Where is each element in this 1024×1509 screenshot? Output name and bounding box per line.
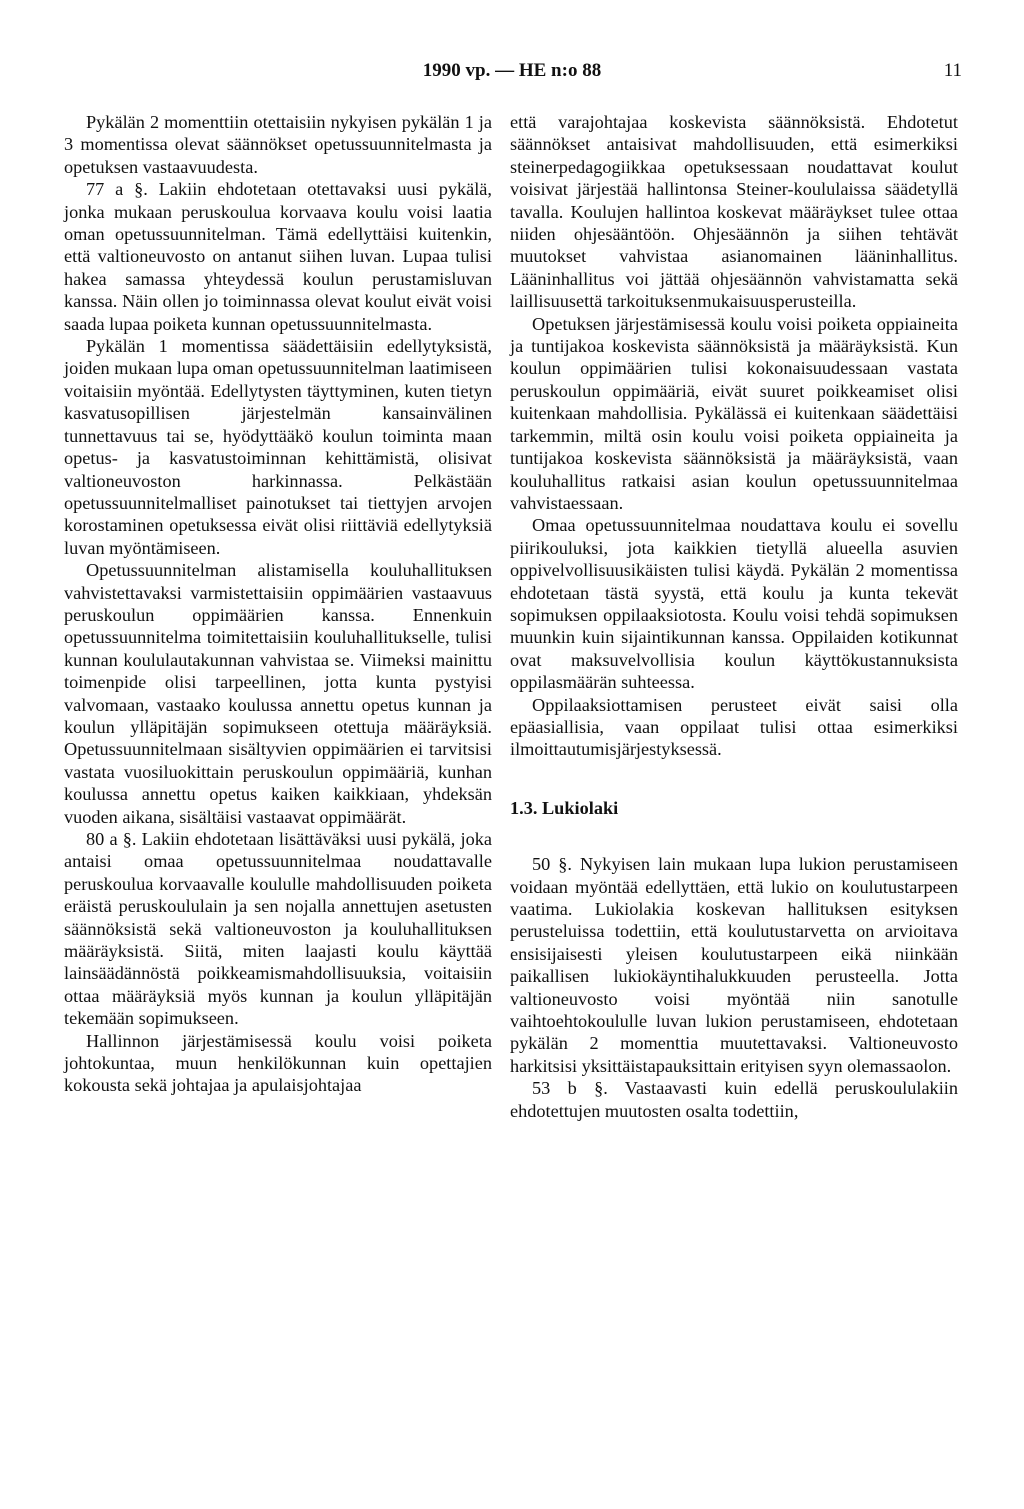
running-title: 1990 vp. — HE n:o 88 — [422, 60, 602, 81]
paragraph: 80 a §. Lakiin ehdotetaan lisättäväksi uusi pykälä, joka antaisi omaa opetussuunnitelmaa noudattavalle peruskoulua korvaavalle koululle mahdollisuuden poiketa eräistä peruskoululain ja sen nojalla annettujen asetusten säännöksistä sekä valtioneuvoston ja kouluhallituksen määräyksistä. Siitä, miten laajasti koulu käyttää lainsäädännöstä poikkeamismahdollisuuksia, voitaisiin ottaa määräyksiä myös kunnan ja koulun ylläpitäjän tekemään sopimukseen. — [64, 829, 492, 1029]
page-number: 11 — [943, 60, 962, 81]
page-header — [0, 60, 1024, 90]
paragraph: Opetussuunnitelman alistamisella kouluhallituksen vahvistettavaksi varmistettaisiin oppimäärien vastaavuus peruskoulun oppimäärien kanssa. Ennenkuin opetussuunnitelma toimitettaisiin kouluhallitukselle, tulisi kunnan koululautakunnan vahvistaa se. Viimeksi mainittu toimenpide olisi tarpeellinen, jotta kunta pystyisi valvomaan, vastaako koulussa annettu opetus kunnan ja koulun ylläpitäjän sopimukseen otettuja määräyksiä. Opetussuunnitelmaan sisältyvien oppimäärien ei tarvitsisi vastata vuosiluokittain peruskoulun oppimääriä, kunhan koulussa annettu opetus kaiken kaikkiaan, yhdeksän vuoden aikana, sisältäisi vastaavat oppimäärät. — [64, 560, 492, 827]
paragraph: 53 b §. Vastaavasti kuin edellä peruskoululakiin ehdotettujen muutosten osalta todettiin, — [510, 1078, 958, 1121]
paragraph: 77 a §. Lakiin ehdotetaan otettavaksi uusi pykälä, jonka mukaan peruskoulua korvaava koulu voisi laatia oman opetussuunnitelman. Tämä edellyttäisi kuitenkin, että valtioneuvosto on antanut siihen luvan. Lupaa tulisi hakea samassa yhteydessä koulun perustamisluvan kanssa. Näin ollen jo toiminnassa olevat koulut eivät voisi saada lupaa poiketa kunnan opetussuunnitelmasta. — [64, 179, 492, 334]
paragraph: Opetuksen järjestämisessä koulu voisi poiketa oppiaineita ja tuntijakoa koskevista säännöksistä ja määräyksistä. Kun koulun oppimäärien tulisi kokonaisuudessaan vastata peruskoulun oppimääriä, eivät suuret poikkeamiset olisi kuitenkaan mahdollisia. Pykälässä ei kuitenkaan säädettäisi tarkemmin, miltä osin koulu voisi poiketa oppiaineita ja tuntijakoa koskevista säännöksistä ja määräyksistä, vaan kouluhallitus ratkaisi asian koulun opetussuunnitelmaa vahvistaessaan. — [510, 313, 958, 513]
right-column — [510, 111, 958, 1122]
section-heading: 1.3. Lukiolaki — [510, 797, 619, 818]
left-column — [64, 111, 492, 1097]
paragraph: Omaa opetussuunnitelmaa noudattava koulu ei sovellu piirikouluksi, jota kaikkien tietyllä alueella asuvien oppivelvollisuusikäisten tulisi käydä. Pykälän 2 momentissa ehdotetaan tästä syystä, että koulu ja kunta tekevät sopimuksen oppilaaksiotosta. Koulu voisi tehdä sopimuksen muunkin kuin sijaintikunnan kanssa. Oppilaiden kotikunnat ovat maksuvelvollisia koulun käyttökustannuksista oppilasmäärän suhteessa. — [510, 515, 958, 693]
paragraph-continued: että varajohtajaa koskevista säännöksistä. Ehdotetut säännökset antaisivat mahdollisuuden, että esimerkiksi steinerpedagogiikkaa opetuksessaan noudattavat koulut voisivat järjestää hallintonsa Steiner-koululaissa säädetyllä tavalla. Koulujen hallintoa koskevat määräykset tulee ottaa niiden ohjesääntöön. Ohjesäännön ja siihen tehtävät muutokset vahvistaa asianomainen lääninhallitus. Lääninhallitus voi jättää ohjesäännön vahvistamatta sekä laillisuusettä tarkoituksenmukaisuusperusteilla. — [510, 112, 958, 312]
paragraph: Hallinnon järjestämisessä koulu voisi poiketa johtokuntaa, muun henkilökunnan kuin opettajien kokousta sekä johtajaa ja apulaisjohtajaa — [64, 1030, 492, 1096]
paragraph: 50 §. Nykyisen lain mukaan lupa lukion perustamiseen voidaan myöntää edellyttäen, että lukio on koulutustarpeen vaatima. Lukiolakia koskevan hallituksen esityksen perusteluissa todettiin, että koulutustarvetta on arvioitava ensisijaisesti yleisen koulutustarpeen eikä niinkään paikallisen lukiokäyntihalukkuuden perusteella. Jotta valtioneuvosto voisi myöntää niin sanotulle vaihtoehtokoululle luvan lukion perustamiseen, ehdotetaan pykälän 2 momenttia muutettavaksi. Valtioneuvosto harkitsisi yksittäistapauksittain erityisen syyn olemassaolon. — [510, 854, 958, 1076]
paragraph: Oppilaaksiottamisen perusteet eivät saisi olla epäasiallisia, vaan oppilaat tulisi ottaa esimerkiksi ilmoittautumisjärjestyksessä. — [510, 694, 958, 760]
paragraph: Pykälän 2 momenttiin otettaisiin nykyisen pykälän 1 ja 3 momentissa olevat säännökset opetussuunnitelmasta ja opetuksen vastaavuudesta. — [64, 112, 492, 177]
paragraph: Pykälän 1 momentissa säädettäisiin edellytyksistä, joiden mukaan lupa oman opetussuunnitelman laatimiseen voitaisiin myöntää. Edellytysten täyttyminen, kuten tietyn kasvatusopillisen järjestelmän kansainvälinen tunnettavuus tai se, hyödyttääkö koulun toiminta maan opetus- ja kasvatustoiminnan kehittämistä, olisivat valtioneuvoston harkinnassa. Pelkästään opetussuunnitelmalliset painotukset tai tiettyjen arvojen korostaminen opetuksessa eivät olisi riittäviä edellytyksiä luvan myöntämiseen. — [64, 336, 492, 558]
